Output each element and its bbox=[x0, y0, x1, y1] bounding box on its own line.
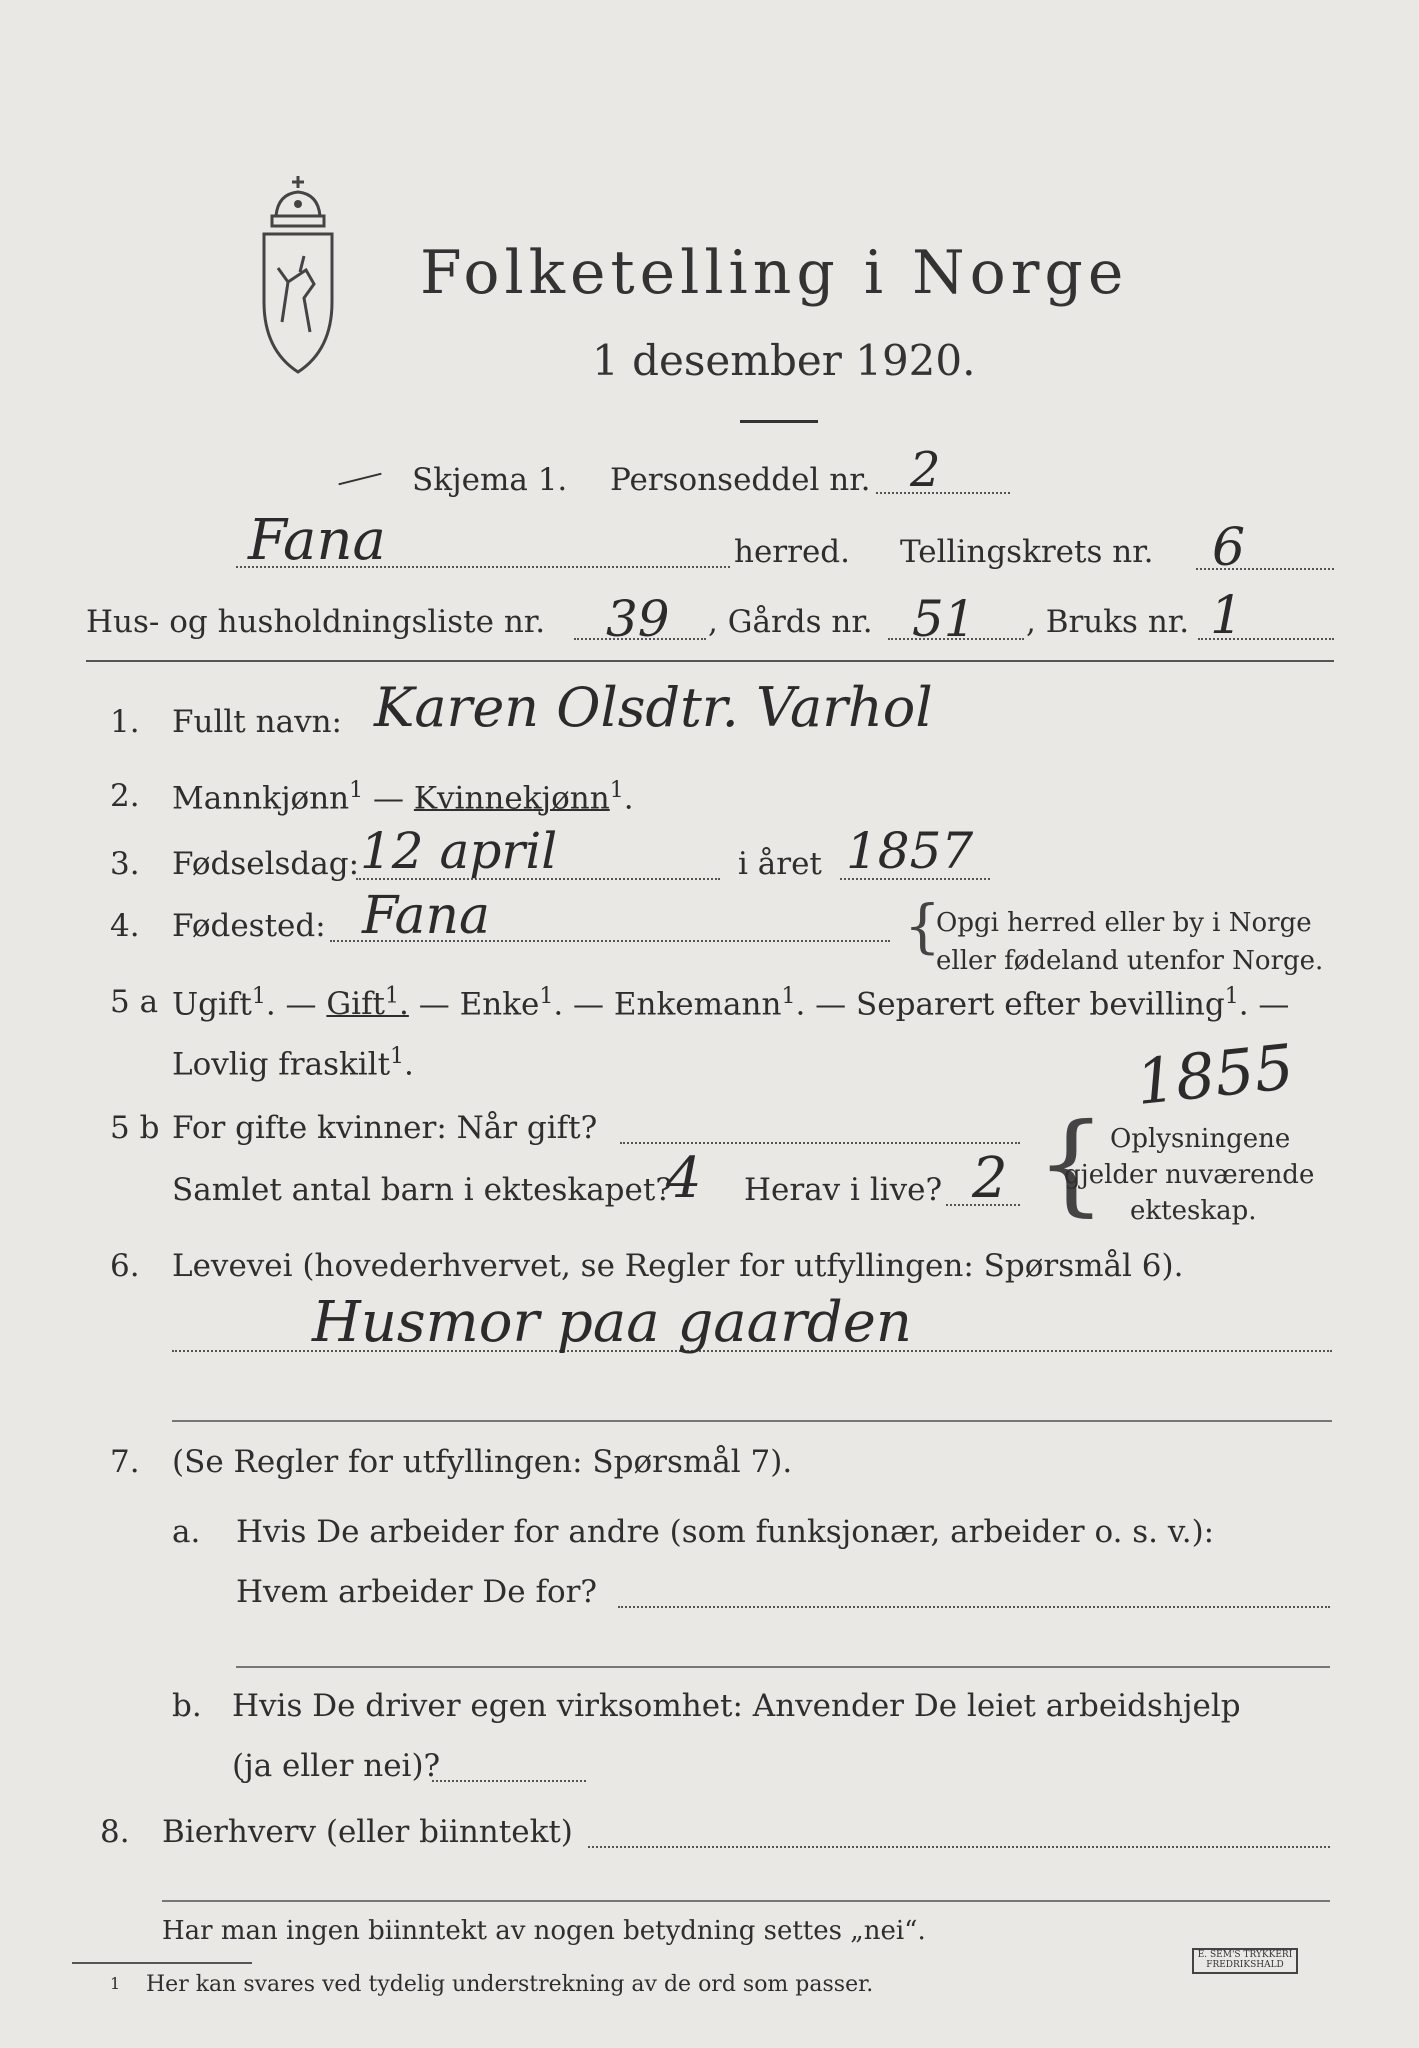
hus-field[interactable]: 39 bbox=[606, 590, 670, 648]
marriage-note-line3: ekteskap. bbox=[1130, 1196, 1257, 1226]
option-ugift[interactable]: Ugift bbox=[172, 986, 252, 1023]
q8-label: Bierhverv (eller biinntekt) bbox=[162, 1814, 573, 1850]
alive-label: Herav i live? bbox=[744, 1172, 943, 1208]
gender-options: Mannkjønn$^1$ — Kvinnekjønn$^1$. bbox=[172, 778, 634, 817]
title-divider bbox=[740, 420, 818, 423]
no-income-note: Har man ingen biinntekt av nogen betydning settes „nei“. bbox=[162, 1916, 926, 1946]
side-income-field-line-2 bbox=[162, 1900, 1330, 1902]
option-gift[interactable]: Gift$^1$. bbox=[326, 984, 409, 1023]
personseddel-field-line bbox=[876, 492, 1010, 494]
option-separert[interactable]: Separert efter bevilling bbox=[856, 986, 1225, 1023]
birthplace-note-line1: Opgi herred eller by i Norge bbox=[936, 908, 1312, 938]
birthplace-field[interactable]: Fana bbox=[362, 886, 491, 946]
year-label: i året bbox=[738, 846, 822, 882]
herred-field[interactable]: Fana bbox=[248, 508, 386, 573]
herred-label: herred. bbox=[734, 534, 850, 570]
footnote-divider bbox=[72, 1962, 252, 1964]
employer-field[interactable] bbox=[618, 1606, 1330, 1608]
option-kvinnekjonn[interactable]: Kvinnekjønn bbox=[413, 780, 610, 817]
married-when-field-line bbox=[620, 1142, 1020, 1144]
option-lovlig-fraskilt[interactable]: Lovlig fraskilt$^1$. bbox=[172, 1044, 414, 1083]
q7-label: (Se Regler for utfyllingen: Spørsmål 7). bbox=[172, 1444, 793, 1480]
q8-number: 8. bbox=[100, 1814, 130, 1850]
marriage-note-line1: Oplysningene bbox=[1110, 1124, 1291, 1154]
q5b-label: For gifte kvinner: Når gift? bbox=[172, 1110, 598, 1146]
footnote-text: Her kan svares ved tydelig understrekning av de ord som passer. bbox=[146, 1972, 874, 1997]
option-mannkjonn[interactable]: Mannkjønn bbox=[172, 780, 350, 817]
printer-stamp: E. SEM'S TRYKKERI FREDRIKSHALD bbox=[1192, 1948, 1298, 1974]
children-count-field[interactable]: 4 bbox=[666, 1146, 702, 1211]
full-name-field[interactable]: Karen Olsdtr. Varhol bbox=[374, 676, 933, 739]
pen-stroke-mark bbox=[338, 473, 381, 486]
children-alive-field[interactable]: 2 bbox=[972, 1146, 1008, 1211]
census-date: 1 desember 1920. bbox=[592, 336, 976, 385]
hus-label: Hus- og husholdningsliste nr. bbox=[86, 604, 546, 640]
form-title: Folketelling i Norge bbox=[420, 238, 1129, 308]
q6-label: Levevei (hovederhvervet, se Regler for utfyllingen: Spørsmål 6). bbox=[172, 1248, 1184, 1284]
q5a-number: 5 a bbox=[110, 984, 159, 1020]
occupation-field-line-2 bbox=[172, 1420, 1332, 1422]
gards-label: , Gårds nr. bbox=[708, 604, 873, 640]
married-year-field[interactable]: 1855 bbox=[1132, 1029, 1298, 1120]
birthday-field[interactable]: 12 april bbox=[360, 822, 558, 880]
q3-label: Fødselsdag: bbox=[172, 846, 360, 882]
q1-number: 1. bbox=[110, 704, 140, 740]
q7-number: 7. bbox=[110, 1444, 140, 1480]
option-enke[interactable]: Enke bbox=[459, 986, 540, 1023]
q7a-label-2: Hvem arbeider De for? bbox=[236, 1574, 598, 1610]
bruks-label: , Bruks nr. bbox=[1026, 604, 1190, 640]
personseddel-field[interactable]: 2 bbox=[910, 442, 941, 498]
option-enkemann[interactable]: Enkemann bbox=[613, 986, 782, 1023]
q7b-letter: b. bbox=[172, 1688, 202, 1724]
skjema-label: Skjema 1. bbox=[412, 462, 568, 498]
marriage-note-line2: gjelder nuværende bbox=[1064, 1160, 1315, 1190]
q1-label: Fullt navn: bbox=[172, 704, 342, 740]
q5b-number: 5 b bbox=[110, 1110, 160, 1146]
bruks-field[interactable]: 1 bbox=[1210, 586, 1244, 646]
birthplace-note-line2: eller fødeland utenfor Norge. bbox=[936, 946, 1324, 976]
q7a-letter: a. bbox=[172, 1514, 201, 1550]
q6-number: 6. bbox=[110, 1248, 140, 1284]
q7b-label-2: (ja eller nei)? bbox=[232, 1748, 441, 1784]
hired-help-field[interactable] bbox=[432, 1780, 586, 1782]
tellingskrets-field[interactable]: 6 bbox=[1212, 518, 1246, 578]
q7b-label: Hvis De driver egen virksomhet: Anvender De leiet arbeidshjelp bbox=[232, 1688, 1241, 1724]
q4-label: Fødested: bbox=[172, 908, 326, 944]
marital-status-options: Ugift$^1$. — Gift$^1$. — Enke$^1$. — Enkemann$^1$. — Separert efter bevilling$^1$. — bbox=[172, 984, 1290, 1023]
personseddel-label: Personseddel nr. bbox=[610, 462, 871, 498]
census-form-page: Folketelling i Norge 1 desember 1920. Skjema 1. Personseddel nr. 2 Fana herred. Tellingskrets nr. 6 Hus- og husholdningsliste nr. 39 , Gårds nr. 51 , Bruks nr. 1 1. Fullt navn: Karen Olsdtr. Varhol 2. Mannkjønn$^1$ — Kvinnekjønn$^1$. 3. Fødselsdag: 12 april i året 1857 4. Fødested: Fana { Opgi herred eller by i Norge eller fødeland utenfor Norge. 5 a Ugift$^1$. — Gift$^1$. — Enke$^1$. — Enkemann$^1$. — Separert efter bevilling$^1$. — Lovlig fraskilt$^1$. 1855 5 b For gifte kvinner: Når gift? Samlet antal barn i ekteskapet? 4 Herav i live? 2 { Oplysningene gjelder nuværende ekteskap. 6. Levevei (hovederhvervet, se Regler for utfyllingen: Spørsmål 6). Husmor paa gaarden 7. (Se Regler for utfyllingen: Spørsmål 7). a. Hvis De arbeider for andre (som funksjonær, arbeider o. s. v.): Hvem arbeider De for? b. Hvis De driver egen virksomhet: Anvender De leiet arbeidshjelp (ja eller nei)? 8. Bierhverv (eller biinntekt) Har man ingen biinntekt av nogen betydning settes „nei“. 1 Her kan svares ved tydelig understrekning av de ord som passer. E. SEM'S TRYKKERI FREDRIKSHALD bbox=[0, 0, 1419, 2048]
q4-number: 4. bbox=[110, 908, 140, 944]
q3-number: 3. bbox=[110, 846, 140, 882]
header-separator bbox=[86, 660, 1334, 662]
occupation-field[interactable]: Husmor paa gaarden bbox=[312, 1290, 912, 1355]
side-income-field[interactable] bbox=[588, 1846, 1330, 1848]
q2-number: 2. bbox=[110, 778, 140, 814]
footnote-mark: 1 bbox=[110, 1974, 121, 1993]
q7a-label: Hvis De arbeider for andre (som funksjonær, arbeider o. s. v.): bbox=[236, 1514, 1215, 1550]
coat-of-arms-icon bbox=[248, 172, 348, 378]
tellingskrets-label: Tellingskrets nr. bbox=[900, 534, 1154, 570]
gards-field[interactable]: 51 bbox=[912, 590, 976, 648]
employer-field-line-2 bbox=[236, 1666, 1330, 1668]
birth-year-field[interactable]: 1857 bbox=[846, 822, 974, 880]
children-label: Samlet antal barn i ekteskapet? bbox=[172, 1172, 672, 1208]
